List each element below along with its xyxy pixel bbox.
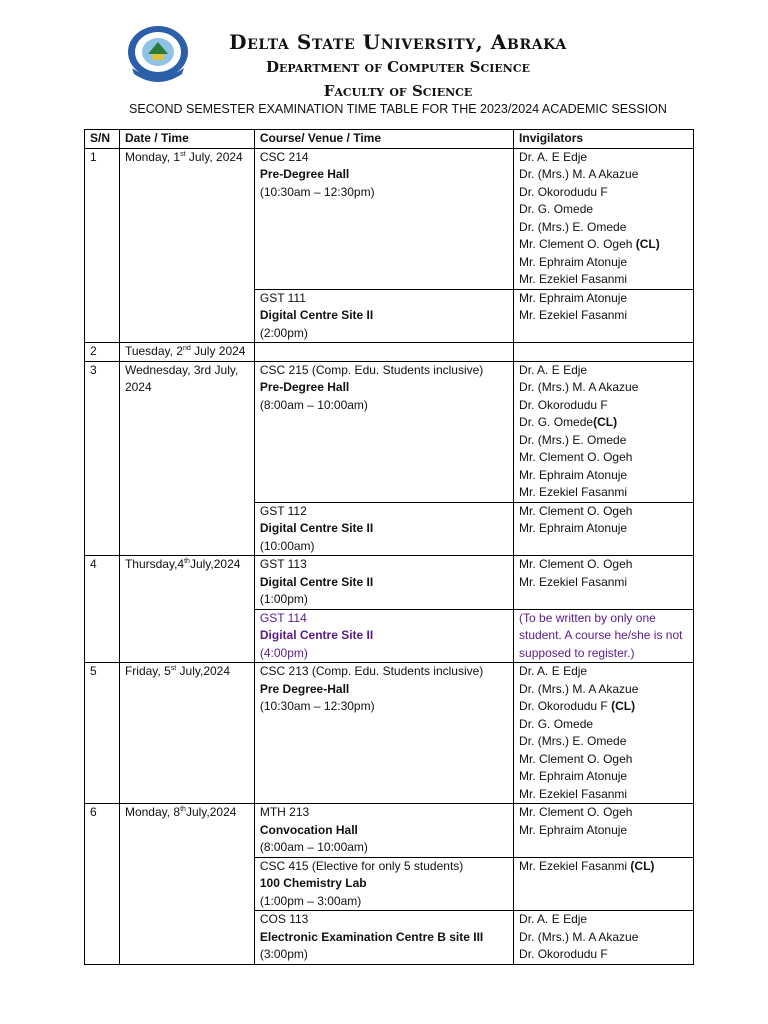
invigilator-name: Dr. (Mrs.) M. A Akazue: [519, 167, 639, 181]
invigilator-name: Mr. Ezekiel Fasanmi: [519, 786, 628, 801]
invigilator-name: Mr. Ephraim Atonuje: [519, 290, 628, 305]
course-cell: [254, 556, 513, 610]
column-header-course: Course/ Venue / Time: [254, 130, 513, 149]
course-venue: Pre-Degree Hall: [259, 380, 350, 394]
course-code: CSC 215 (Comp. Edu. Students inclusive): [259, 362, 484, 377]
table-header-row: [85, 130, 694, 149]
invigilator-name: Dr. A. E Edje: [519, 362, 588, 377]
invigilator-name: Dr. (Mrs.) E. Omede: [519, 432, 627, 447]
sn-cell: 6: [85, 804, 120, 965]
invigilator-name: Dr. (Mrs.) M. A Akazue: [519, 380, 639, 394]
course-venue: 100 Chemistry Lab: [259, 876, 367, 890]
course-venue: Pre-Degree Hall: [259, 167, 350, 181]
table-row: [85, 343, 694, 362]
invigilators-cell: [514, 361, 694, 502]
date-cell: Wednesday, 3rd July, 2024: [119, 361, 254, 556]
invigilator-name: Mr. Ezekiel Fasanmi (CL): [519, 858, 655, 873]
course-time: (3:00pm): [259, 947, 308, 961]
course-venue: Digital Centre Site II: [259, 574, 374, 589]
invigilators-cell: [514, 148, 694, 289]
invigilator-name: Mr. Clement O. Ogeh: [519, 557, 633, 571]
course-time: (10:30am – 12:30pm): [259, 184, 375, 199]
chief-label: (CL): [632, 237, 660, 251]
sn-cell: 1: [85, 148, 120, 343]
course-cell: [254, 911, 513, 965]
invigilators-cell: [514, 502, 694, 556]
course-cell: [254, 857, 513, 911]
invigilator-name: Mr. Clement O. Ogeh: [519, 450, 633, 464]
invigilator-name: Mr. Ephraim Atonuje: [519, 521, 628, 535]
table-row: [85, 556, 694, 610]
column-header-date: Date / Time: [119, 130, 254, 149]
date-cell: Thursday,4thJuly,2024: [119, 556, 254, 663]
invigilator-name: Mr. Ezekiel Fasanmi: [519, 308, 628, 322]
date-ordinal-suffix: st: [180, 150, 186, 158]
invigilators-cell: [514, 857, 694, 911]
course-code: GST 114: [259, 610, 307, 625]
invigilator-name: Dr. G. Omede: [519, 202, 594, 216]
exam-timetable: [84, 129, 694, 965]
chief-label: (CL): [607, 699, 636, 713]
invigilator-name: Mr. Ezekiel Fasanmi: [519, 574, 628, 589]
course-cell: [254, 289, 513, 343]
sn-cell: 4: [85, 556, 120, 663]
course-venue: Pre Degree-Hall: [259, 681, 350, 696]
invigilator-name: Mr. Clement O. Ogeh (CL): [519, 237, 660, 251]
department-name: Department of Computer Science: [266, 58, 530, 76]
invigilators-cell: [514, 663, 694, 804]
course-time: (4:00pm): [259, 645, 308, 660]
course-cell: [254, 502, 513, 556]
invigilator-name: Mr. Ezekiel Fasanmi: [519, 272, 628, 286]
chief-label: (CL): [593, 415, 618, 429]
course-code: COS 113: [259, 912, 309, 926]
faculty-name: Faculty of Science: [323, 82, 473, 100]
invigilator-name: Mr. Clement O. Ogeh: [519, 503, 633, 518]
course-code: CSC 213 (Comp. Edu. Students inclusive): [259, 664, 484, 678]
date-cell: Monday, 1st July, 2024: [119, 148, 254, 343]
timetable-subtitle: SECOND SEMESTER EXAMINATION TIME TABLE FOR THE 2023/2024 ACADEMIC SESSION: [129, 102, 667, 116]
course-cell: [254, 663, 513, 804]
course-time: (8:00am – 10:00am): [259, 397, 368, 412]
invigilator-name: Dr. A. E Edje: [519, 149, 588, 164]
table-row: [85, 804, 694, 858]
course-venue: Electronic Examination Centre B site III: [259, 929, 484, 944]
course-venue: Digital Centre Site II: [259, 521, 374, 535]
course-time: (1:00pm): [259, 592, 308, 606]
invigilator-name: Dr. Okorodudu F: [519, 184, 608, 199]
date-cell: Friday, 5st July,2024: [119, 663, 254, 804]
invigilator-name: Mr. Ephraim Atonuje: [519, 769, 628, 783]
course-code: MTH 213: [259, 805, 310, 819]
invigilator-name: Mr. Clement O. Ogeh: [519, 751, 633, 766]
course-cell: [254, 804, 513, 858]
invigilator-name: Mr. Ephraim Atonuje: [519, 822, 628, 837]
invigilator-name: Dr. Okorodudu F: [519, 397, 608, 412]
course-code: GST 111: [259, 290, 306, 305]
table-row: [85, 148, 694, 289]
invigilator-name: Mr. Ezekiel Fasanmi: [519, 485, 628, 499]
course-code: CSC 415 (Elective for only 5 students): [259, 858, 464, 873]
invigilators-cell: [514, 556, 694, 610]
date-ordinal-suffix: th: [180, 806, 186, 813]
table-body: [85, 148, 694, 964]
course-venue: Convocation Hall: [259, 822, 358, 837]
column-header-invigilators: Invigilators: [514, 130, 694, 149]
table-row: [85, 663, 694, 804]
invigilators-cell: [514, 343, 694, 362]
invigilators-cell: [514, 289, 694, 343]
invigilator-name: Dr. A. E Edje: [519, 912, 588, 926]
course-venue: Digital Centre Site II: [259, 308, 374, 322]
invigilators-cell: [514, 911, 694, 965]
invigilator-note: (To be written by only one student. A course he/she is not supposed to register.): [519, 610, 683, 660]
invigilator-name: Dr. A. E Edje: [519, 664, 588, 678]
course-time: (8:00am – 10:00am): [259, 840, 368, 854]
invigilator-name: Dr. (Mrs.) M. A Akazue: [519, 681, 639, 696]
course-code: CSC 214: [259, 149, 309, 164]
chief-label: (CL): [627, 858, 655, 873]
course-code: GST 112: [259, 503, 307, 518]
invigilator-name: Dr. Okorodudu F: [519, 947, 608, 961]
course-cell: [254, 148, 513, 289]
course-time: (10:00am): [259, 538, 315, 553]
invigilator-name: Mr. Ephraim Atonuje: [519, 254, 628, 269]
course-time: (10:30am – 12:30pm): [259, 699, 375, 713]
course-time: (2:00pm): [259, 325, 308, 340]
date-ordinal-suffix: nd: [182, 345, 191, 352]
course-code: GST 113: [259, 557, 307, 571]
course-cell: [254, 609, 513, 663]
course-cell: [254, 361, 513, 502]
invigilators-cell: [514, 609, 694, 663]
invigilator-name: Dr. (Mrs.) E. Omede: [519, 219, 627, 234]
invigilator-name: Dr. (Mrs.) E. Omede: [519, 734, 627, 748]
invigilator-name: Dr. (Mrs.) M. A Akazue: [519, 929, 639, 944]
date-cell: Monday, 8thJuly,2024: [119, 804, 254, 965]
column-header-sn: S/N: [85, 130, 120, 149]
invigilator-name: Dr. Okorodudu F (CL): [519, 699, 636, 713]
sn-cell: 3: [85, 361, 120, 556]
invigilators-cell: [514, 804, 694, 858]
date-cell: Tuesday, 2nd July 2024: [119, 343, 254, 362]
date-ordinal-suffix: st: [170, 665, 177, 672]
sn-cell: 5: [85, 663, 120, 804]
course-cell: [254, 343, 513, 362]
table-row: [85, 361, 694, 502]
university-name: Delta State University, Abraka: [229, 30, 567, 54]
course-venue: Digital Centre Site II: [259, 628, 374, 642]
sn-cell: 2: [85, 343, 120, 362]
invigilator-name: Dr. G. Omede: [519, 716, 594, 731]
invigilator-name: Dr. G. Omede(CL): [519, 415, 618, 429]
invigilator-name: Mr. Ephraim Atonuje: [519, 467, 628, 482]
course-time: (1:00pm – 3:00am): [259, 893, 362, 908]
date-ordinal-suffix: th: [184, 558, 190, 565]
invigilator-name: Mr. Clement O. Ogeh: [519, 805, 633, 819]
